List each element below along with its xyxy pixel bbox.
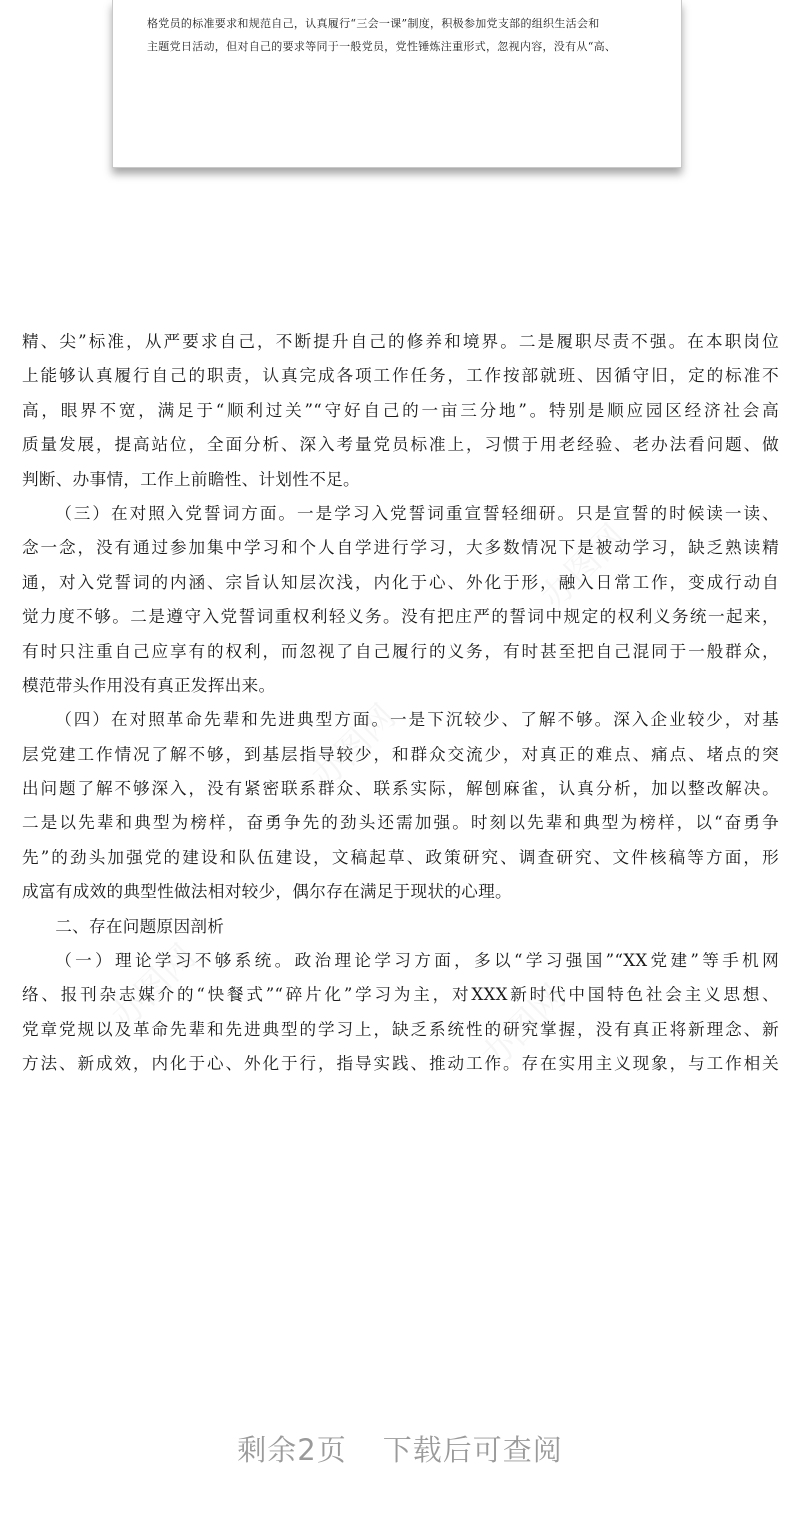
text-line: （三）在对照入党誓词方面。一是学习入党誓词重宣誓轻细研。只是宣誓的时候读一读、 bbox=[55, 503, 779, 523]
watermark: 办图网 bbox=[473, 976, 574, 1078]
text-line: 方法、新成效，内化于心、外化于行，指导实践、推动工作。存在实用主义现象，与工作相关 bbox=[22, 1054, 779, 1074]
text-line: 觉力度不够。二是遵守入党誓词重权利轻义务。没有把庄严的誓词中规定的权利义务统一起来， bbox=[22, 607, 779, 627]
document-body bbox=[22, 325, 779, 1082]
text-line: 出问题了解不够深入，没有紧密联系群众、联系实际，解刨麻雀，认真分析，加以整改解决。 bbox=[22, 779, 779, 799]
text-line: 模范带头作用没有真正发挥出来。 bbox=[22, 675, 276, 695]
text-line: 质量发展，提高站位，全面分析、深入考量党员标准上，习惯于用老经验、老办法看问题、做 bbox=[22, 435, 779, 455]
preview-line: 主题党日活动，但对自己的要求等同于一般党员，党性锤炼注重形式，忽视内容，没有从“高、 bbox=[147, 40, 617, 53]
download-to-view-label: 下载后可查阅 bbox=[382, 1432, 563, 1467]
preview-page-card bbox=[112, 0, 682, 168]
text-line: 念一念，没有通过参加集中学习和个人自学进行学习，大多数情况下是被动学习，缺乏熟读精 bbox=[22, 538, 779, 558]
paragraph bbox=[22, 703, 779, 909]
text-line: （四）在对照革命先辈和先进典型方面。一是下沉较少、了解不够。深入企业较少，对基 bbox=[55, 710, 779, 730]
section-heading bbox=[22, 910, 779, 944]
text-line: 成富有成效的典型性做法相对较少，偶尔存在满足于现状的心理。 bbox=[22, 882, 512, 902]
watermark: 办图网 bbox=[103, 936, 204, 1038]
text-line: 通，对入党誓词的内涵、宗旨认知层次浅，内化于心、外化于形，融入日常工作，变成行动自 bbox=[22, 572, 779, 592]
text-line: 先”的劲头加强党的建设和队伍建设，文稿起草、政策研究、调查研究、文件核稿等方面，形 bbox=[22, 847, 779, 867]
text-line: 层党建工作情况了解不够，到基层指导较少，和群众交流少，对真正的难点、痛点、堵点的突 bbox=[22, 744, 779, 764]
text-line: 有时只注重自己应享有的权利，而忽视了自己履行的义务，有时甚至把自己混同于一般群众， bbox=[22, 641, 779, 661]
remaining-pages-label: 剩余2页 bbox=[237, 1432, 347, 1467]
text-line: 判断、办事情，工作上前瞻性、计划性不足。 bbox=[22, 469, 360, 489]
paragraph bbox=[22, 325, 779, 497]
text-line: 络、报刊杂志媒介的“快餐式”“碎片化”学习为主，对XXX新时代中国特色社会主义思想、 bbox=[22, 985, 779, 1005]
preview-line: 格党员的标准要求和规范自己，认真履行“三会一课”制度，积极参加党支部的组织生活会和 bbox=[147, 17, 600, 30]
text-line: 精、尖”标准，从严要求自己，不断提升自己的修养和境界。二是履职尽责不强。在本职岗位 bbox=[22, 332, 779, 351]
text-line: 二是以先辈和典型为榜样，奋勇争先的劲头还需加强。时刻以先辈和典型为榜样，以“奋勇争 bbox=[22, 813, 779, 833]
text-line: 上能够认真履行自己的职责，认真完成各项工作任务，工作按部就班、因循守旧，定的标准不 bbox=[22, 366, 779, 386]
download-prompt-button[interactable] bbox=[0, 1418, 800, 1478]
text-line: 党章党规以及革命先辈和先进典型的学习上，缺乏系统性的研究掌握，没有真正将新理念、新 bbox=[22, 1019, 779, 1039]
watermark: 办图网 bbox=[533, 516, 634, 618]
text-line: 高，眼界不宽，满足于“顺利过关”“守好自己的一亩三分地”。特别是顺应园区经济社会高 bbox=[22, 400, 779, 420]
text-line: （一）理论学习不够系统。政治理论学习方面，多以“学习强国”“XX党建”等手机网 bbox=[55, 951, 779, 971]
heading-text: 二、存在问题原因剖析 bbox=[55, 916, 225, 936]
paragraph bbox=[22, 944, 779, 1082]
paragraph bbox=[22, 497, 779, 703]
watermark: 办图网 bbox=[303, 696, 404, 798]
